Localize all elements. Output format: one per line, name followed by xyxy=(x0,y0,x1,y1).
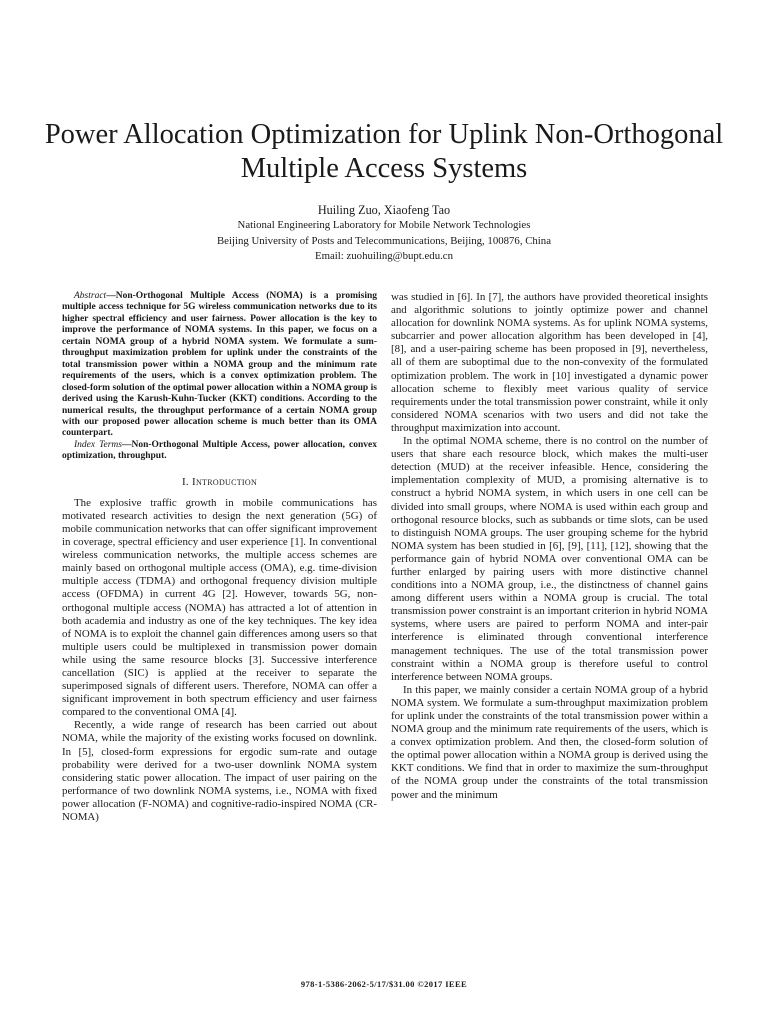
intro-paragraph-1: The explosive traffic growth in mobile communications has motivated research activities to design the next generation (5G) of mobile communication networks that can offer significant improvement in coverage, spectral efficiency and user experience [1]. In conventional wireless communication networks, the multiple access schemes are mainly based on orthogonal multiple access (OMA), e.g. time-division multiple access (TDMA) and orthogonal frequency division multiple access (OFDMA) in current 4G [2]. However, towards 5G, non-orthogonal multiple access (NOMA) has attracted a lot of attention in both academia and industry as one of the key techniques. The key idea of NOMA is to exploit the channel gain differences among users so that multiple users could be multiplexed in transmission power domain while using the same resource blocks [3]. Successive interference cancellation (SIC) is applied at the receiver to separate the superimposed signals of different users. Therefore, NOMA can offer a significant improvement in both spectrum efficiency and user fairness compared to the conventional OMA [4]. xyxy=(62,496,377,719)
copyright-footer: 978-1-5386-2062-5/17/$31.00 ©2017 IEEE xyxy=(300,979,468,989)
abstract-label: Abstract xyxy=(74,291,107,301)
abstract xyxy=(62,291,377,440)
paper-title: Power Allocation Optimization for Uplink Non-Orthogonal Multiple Access Systems xyxy=(44,119,724,184)
index-terms xyxy=(62,440,377,463)
index-terms-label: Index Terms xyxy=(74,439,122,450)
intro-paragraph-2: Recently, a wide range of research has been carried out about NOMA, while the majority of the existing works focused on downlink. In [5], closed-form expressions for ergodic sum-rate and outage probability were derived for a two-user downlink NOMA system considering static power allocation. The impact of user pairing on the performance of two downlink NOMA systems, i.e., NOMA with fixed power allocation (F-NOMA) and cognitive-radio-inspired NOMA (CR-NOMA) xyxy=(62,719,377,824)
affiliation-lab: National Engineering Laboratory for Mobile Network Technologies xyxy=(237,219,531,231)
intro-paragraph-3: In the optimal NOMA scheme, there is no control on the number of users that share each resource block, which makes the multi-user detection (MUD) at the receiver infeasible. Hence, considering the implementation complexity of MUD, a promising alternative is to construct a hybrid NOMA system, in which users in one cell can be divided into small groups, where NOMA is used within each group and orthogonal resource blocks, such as subbands or time slots, can be used to distinguish NOMA groups. The user grouping scheme for the hybrid NOMA system has been studied in [6], [9], [11], [12], showing that the performance gain of hybrid NOMA over conventional OMA can be further enlarged by pairing users with more distinctive channel conditions into a NOMA group, i.e., the distinctness of channel gains among different users within a NOMA group is crucial. The total transmission power constraint is an important criterion in hybrid NOMA systems, where users are paired to perform NOMA and inter-pair interference is eliminated through conventional interference management techniques. The use of the total transmission power constraint within a NOMA group is therefore useful to control interference between NOMA groups. xyxy=(391,435,708,683)
affiliation-university: Beijing University of Posts and Telecommunications, Beijing, 100876, China xyxy=(216,235,552,247)
right-column xyxy=(391,291,708,802)
intro-paragraph-4: In this paper, we mainly consider a certain NOMA group of a hybrid NOMA system. We formulate a sum-throughput maximization problem for uplink under the constraints of the total transmission power within a NOMA group and the minimum rate requirements of the users, which is a convex optimization problem. And then, the closed-form solution of the optimal power allocation within a NOMA group is derived using the KKT conditions. We find that in order to maximize the sum-throughput of the NOMA group under the constraints of the total transmission power and the minimum xyxy=(391,683,708,801)
author-names: Huiling Zuo, Xiaofeng Tao xyxy=(317,203,451,217)
intro-paragraph-2-continued: was studied in [6]. In [7], the authors have provided theoretical insights and algorithmic solutions to jointly optimize power and channel allocation for downlink NOMA systems. As for uplink NOMA systems, subcarrier and power allocation algorithm has been developed in [4], [8], and a user-pairing scheme has been proposed in [9], nevertheless, all of them are suboptimal due to the non-convexity of the formulated optimization problem. The work in [10] investigated a dynamic power allocation scheme to flexibly meet various quality of service requirements under the total transmission power constraint, while it only considered NOMA scenarios with two users and did not take the throughput maximization into account. xyxy=(391,291,708,434)
author-email: Email: zuohuiling@bupt.edu.cn xyxy=(315,250,453,262)
index-terms-text: —Non-Orthogonal Multiple Access, power allocation, convex optimization, throughput. xyxy=(62,439,377,462)
left-column xyxy=(62,291,377,824)
abstract-text: —Non-Orthogonal Multiple Access (NOMA) is a promising multiple access technique for 5G wireless communication networks due to its higher spectral efficiency and user fairness. Power allocation is the key to improve the performance of NOMA systems. In this paper, we focus on a certain NOMA group of a hybrid NOMA system. We formulate a sum-throughput maximization problem for uplink under the constraints of the total transmission power within a NOMA group and the minimum rate requirements of the users, which is a convex optimization problem. The closed-form solution of the optimal power allocation within a NOMA group is derived using the Karush-Kuhn-Tucker (KKT) conditions. According to the numerical results, the throughput performance of a certain NOMA group with our proposed power allocation scheme is much better than its OMA counterpart. xyxy=(62,291,377,439)
section-heading-introduction: I. Introduction xyxy=(181,475,258,488)
